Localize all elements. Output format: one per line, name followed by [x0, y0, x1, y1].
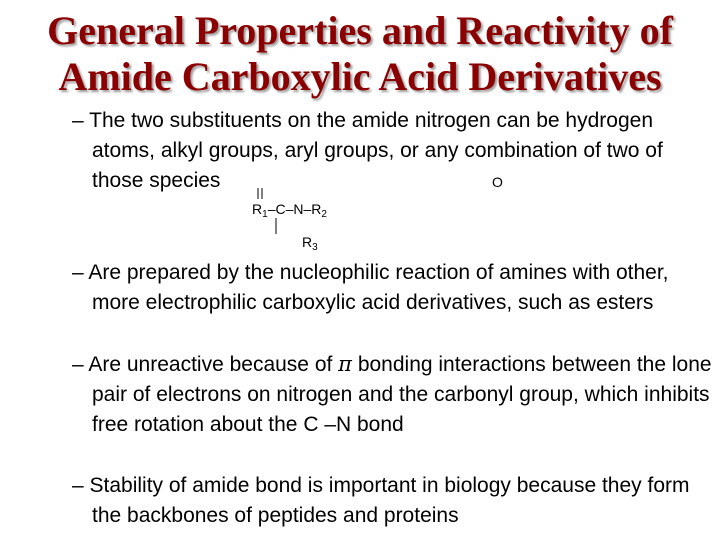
- r2-subscript: 2: [321, 209, 327, 220]
- structure-main-chain: [252, 201, 327, 223]
- bullet-stability: – Stability of amide bond is important in biology because they form the backbones of peptides and proteins: [72, 474, 690, 527]
- structure-oxygen: O: [492, 174, 503, 190]
- slide-title: [0, 8, 720, 100]
- r1-subscript: 1: [262, 209, 268, 220]
- r3-label: R: [302, 234, 313, 250]
- r3-subscript: 3: [312, 242, 318, 253]
- bullet-unreactive-post: bonding interactions between the lone pair of electrons on nitrogen and the carbonyl group, which inhibits free rotation about the C –N bond: [92, 353, 712, 436]
- structure-r3: [302, 234, 318, 256]
- bullet-unreactive-pre: – Are unreactive because of: [72, 353, 339, 376]
- title-line-1: General Properties and Reactivity of: [47, 8, 673, 53]
- chain-label: –C–N–: [267, 201, 312, 217]
- title-line-2: Amide Carboxylic Acid Derivatives: [58, 54, 662, 99]
- r2-label: R: [311, 201, 322, 217]
- bullet-unreactive: [72, 349, 712, 440]
- r1-label: R: [252, 201, 263, 217]
- pi-symbol: π: [338, 352, 352, 376]
- bullet-substituents: – The two substituents on the amide nitrogen can be hydrogen atoms, alkyl groups, aryl groups, or any combination of two of those species: [72, 109, 663, 192]
- bullet-preparation: – Are prepared by the nucleophilic reaction of amines with other, more electrophilic carboxylic acid derivatives, such as esters: [72, 261, 669, 314]
